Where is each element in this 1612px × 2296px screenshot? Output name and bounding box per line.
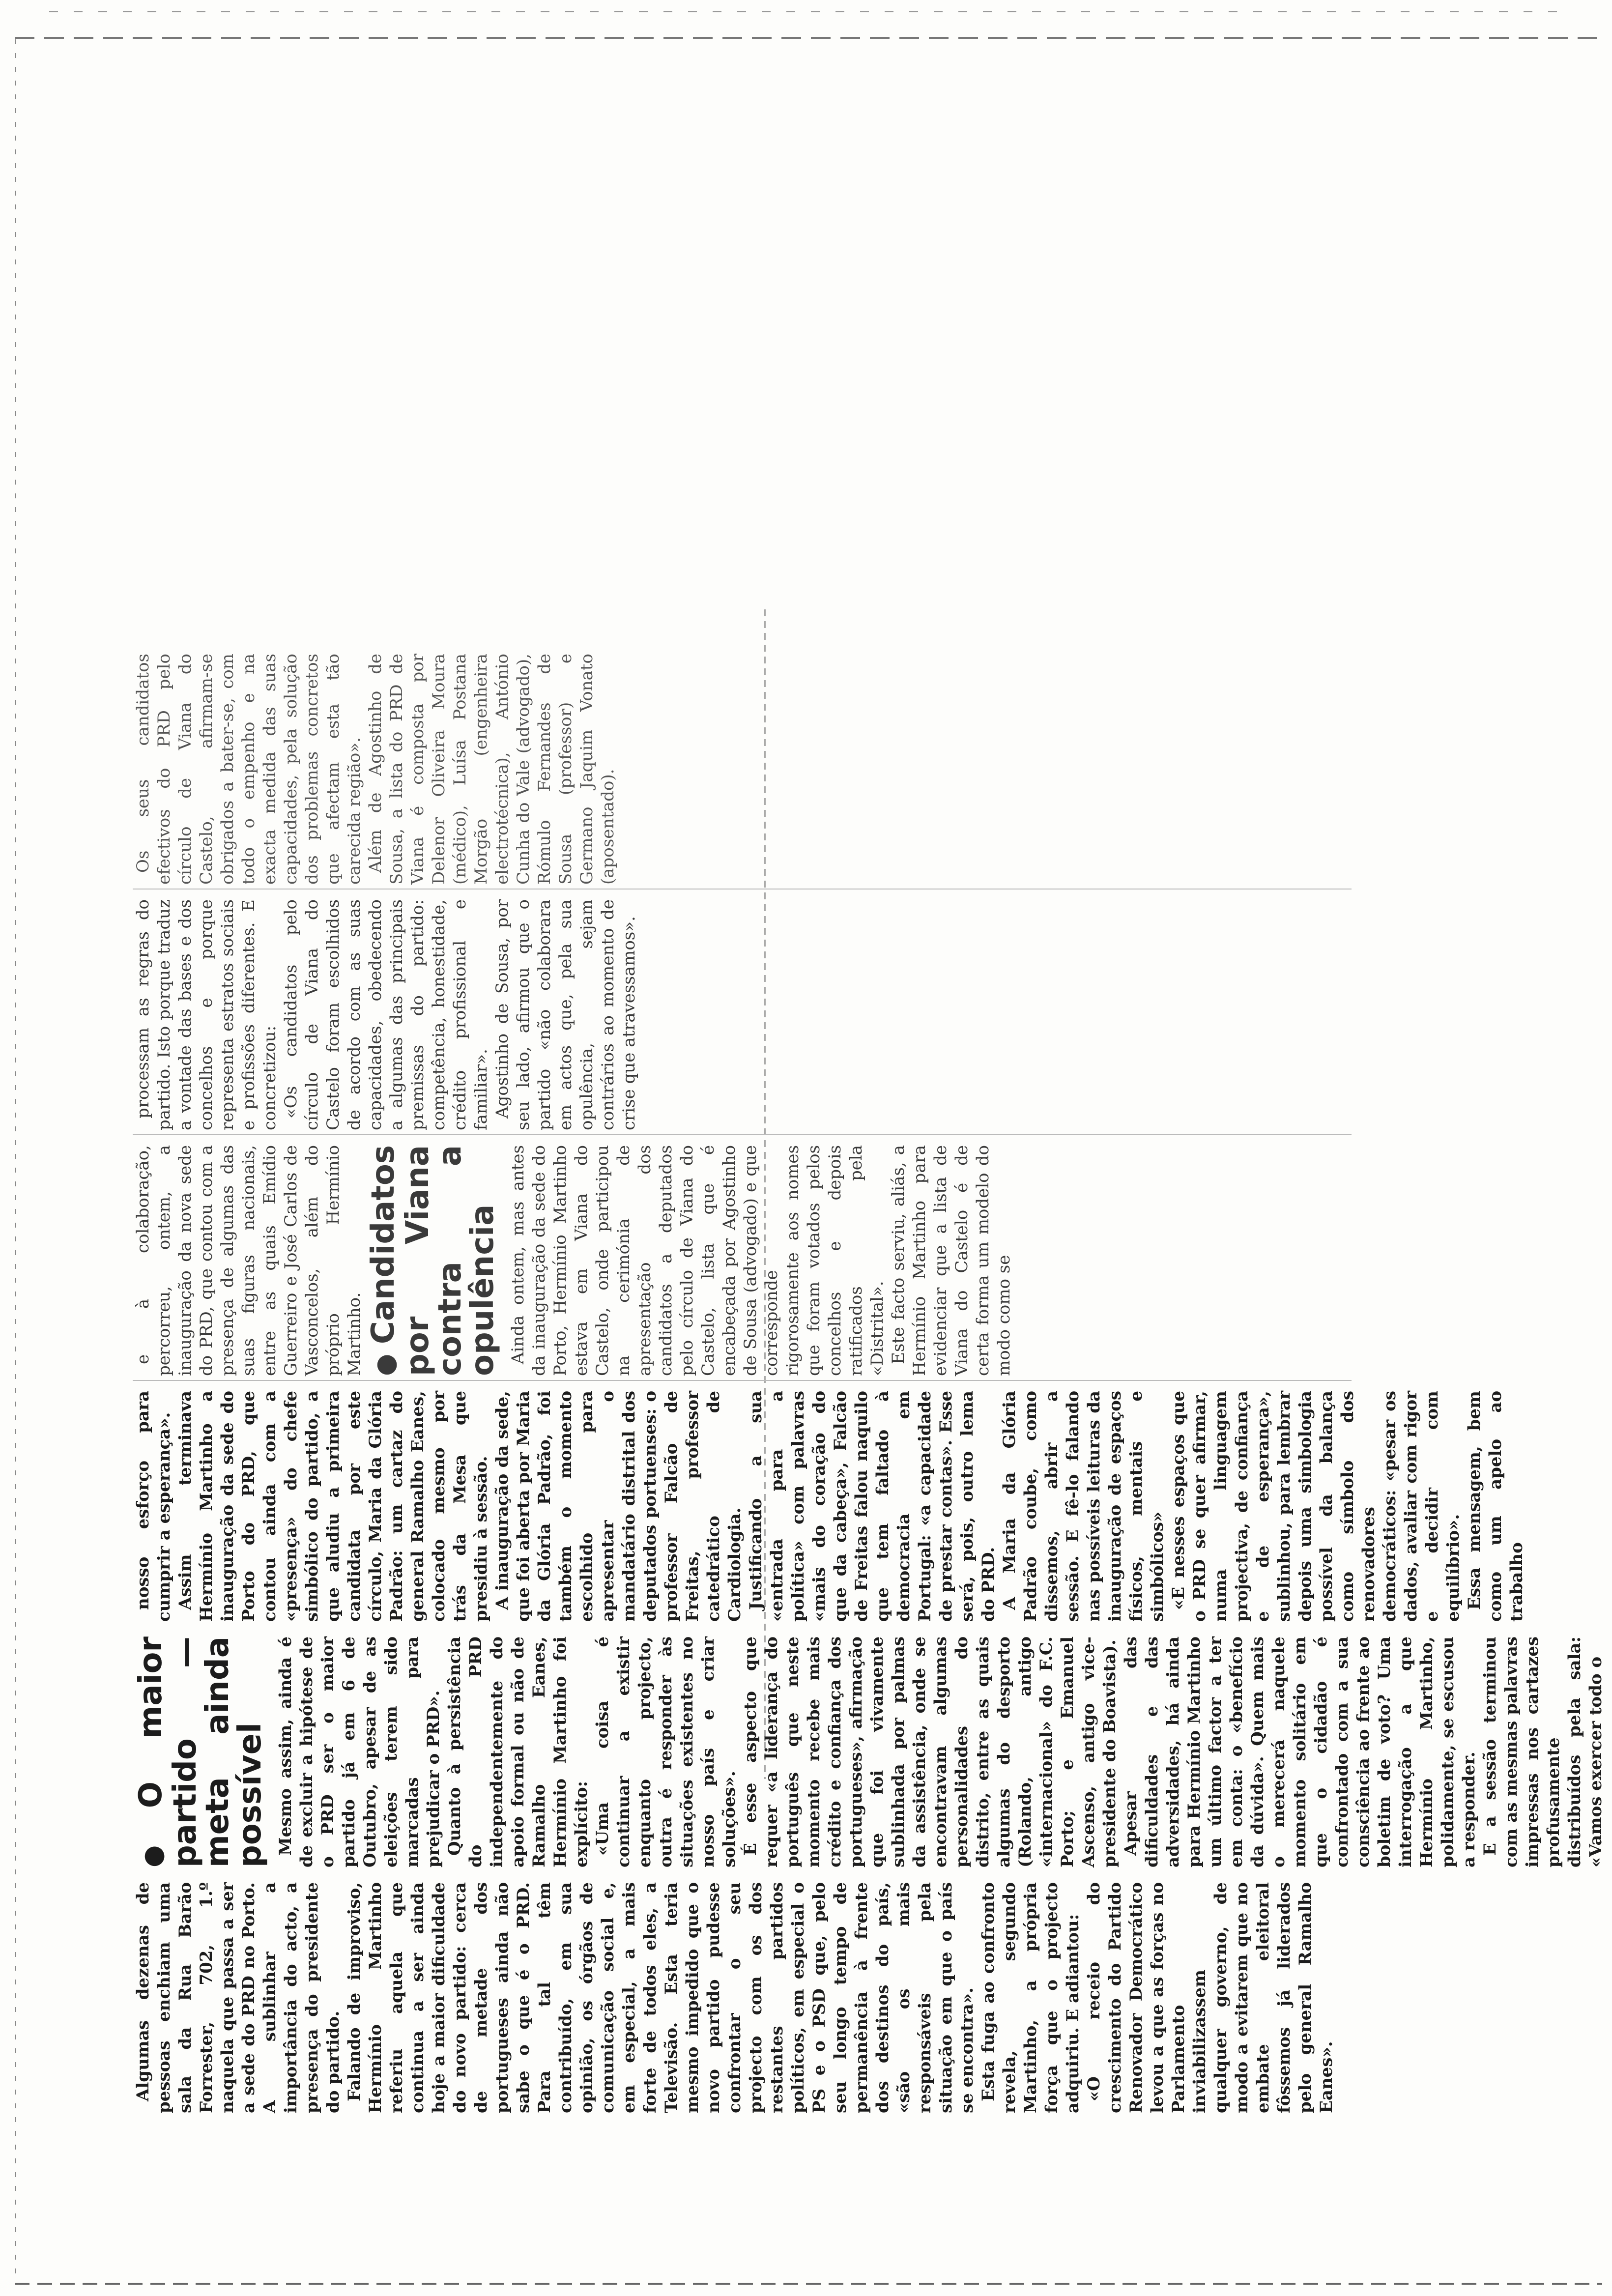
paragraph: Falando de improviso, Hermínio Martinho referiu aquela que continua a ser ainda hoje a maior dificuldade do novo partido: cerca de metade dos portugueses ainda não sabe o que é o PRD. Para tal têm contribuído, em sua opinião, os órgãos de comunicação social e, em especial, a mais forte de todos eles, a Televisão. Esta teria mesmo impedido que o novo partido pudesse confrontar o seu projecto com os dos restantes partidos políticos, em especial o PS e o PSD que, pelo seu longo tempo de permanência à frente dos destinos do país, «são os mais responsáveis pela situação em que o país se encontra». [345, 1882, 977, 2113]
paragraph: Assim terminava Hermínio Martinho a inauguração da sede do Porto do PRD, que contou ainda com a «presença» do chefe simbólico do partido, a que aludiu a primeira candidata por este círculo, Maria da Glória Padrão: um cartaz do general Ramalho Eanes, colocado mesmo por trás da Mesa que presidiu à sessão. [175, 1391, 491, 1622]
paragraph: Além de Agostinho de Sousa, a lista do PRD de Viana é composta por Delenor Oliveira Moura (médico), Luísa Postana Morgão (engenheira electrotécnica), António Cunha do Vale (advogado), Rómulo Fernandes de Sousa (professor) e Germano Jaquim Vonato (aposentado). [366, 654, 618, 885]
paragraph: Essa mensagem, bem como um apelo ao trabalho [1465, 1391, 1526, 1622]
article-column-2 [133, 1636, 1607, 1867]
paragraph: Esta fuga ao confronto revela, segundo Martinho, a própria força que o projecto adquiriu. E adiantou: [979, 1882, 1083, 2113]
article-column-3 [133, 1391, 1527, 1622]
bullet-icon: ● [138, 1813, 168, 1867]
paragraph: «O receio do crescimento do Partido Renovador Democrático levou a que as forças no Parlamento inviabilizassem qualquer governo, de modo a evitarem que no embate eleitoral fôssemos já liderados pelo general Ramalho Eanes». [1084, 1882, 1336, 2113]
paragraph: A Maria da Glória Padrão coube, como dissemos, abrir a sessão. E fê-lo falando nas possíveis leituras da inauguração de espaços físicos, mentais e simbólicos» [1000, 1391, 1167, 1622]
paragraph: «Uma coisa é continuar a existir enquanto projecto, outra é responder às situações existentes no nosso país e criar soluções». [593, 1636, 739, 1867]
column-divider [133, 1380, 1352, 1381]
paragraph: Quanto à persistência do PRD independentemente do apoio formal ou não de Ramalho Eanes, Hermínio Martinho foi explícito: [445, 1636, 591, 1867]
column-divider [133, 889, 1352, 890]
paragraph: Este facto serviu, aliás, a Hermínio Martinho para evidenciar que a lista de Viana do Castelo é de certa forma um modelo do modo como se [889, 1145, 1014, 1376]
paragraph: A inauguração da sede, que foi aberta por Maria da Glória Padrão, foi também o momento escolhido para apresentar o mandatário distrital dos deputados portuenses: o professor Falcão de Freitas, professor catedrático de Cardiologia. [492, 1391, 745, 1622]
paragraph: Os seus candidatos efectivos do PRD pelo círculo de Viana do Castelo, afirmam-se obrigados a bater-se, com todo o empenho e na exacta medida das suas capacidades, pela solução dos problemas concretos que afectam esta tão carecida região». [133, 654, 364, 885]
article-column-4 [133, 1145, 1015, 1376]
paragraph: Mesmo assim, ainda é de excluir a hipótese de o PRD ser o maior partido já em 6 de Outubro, apesar de as eleições terem sido marcadas para prejudicar o PRD». [276, 1636, 443, 1867]
paragraph: Apesar das dificuldades e das adversidades, há ainda para Hermínio Martinho um último factor a ter em conta: o «benefício da dúvida». Quem mais o merecerá naquele momento solitário em que o cidadão é confrontado com a sua consciência ao frente ao boletim de voto? Uma interrogação a que Hermínio Martinho, polidamente, se escusou a responder. [1121, 1636, 1479, 1867]
paragraph: Ainda ontem, mas antes da inauguração da sede do Porto, Hermínio Martinho estava em Viana do Castelo, onde participou na cerimónia de apresentação dos candidatos a deputados pelo círculo de Viana do Castelo, lista que é encabeçada por Agostinho de Sousa (advogado) e que corresponde rigorosamente aos nomes que foram votados pelos concelhos e depois ratificados pela «Distrital». [508, 1145, 887, 1376]
scan-artifact-bottom [15, 2283, 1602, 2285]
paragraph: Algumas dezenas de pessoas enchiam uma sala da Rua Barão Forrester, 702, 1.º naquela que passa a ser a sede do PRD no Porto. A sublinhar a importância do acto, a presença do presidente do partido. [133, 1882, 343, 2113]
paragraph: e à colaboração, percorreu, ontem, a inauguração da nova sede do PRD, que contou com a presença de algumas das suas figuras nacionais, entre as quais Emídio Guerreiro e José Carlos de Vasconcelos, além do próprio Hermínio Martinho. [133, 1145, 364, 1376]
paragraph: E a sessão terminou com as mesmas palavras impressas nos cartazes profusamente distribuídos pela sala: «Vamos exercer todo o [1480, 1636, 1606, 1867]
article-column-1 [133, 1882, 1337, 2113]
paragraph: «E nesses espaços que o PRD se quer afirmar, numa linguagem projectiva, de confiança e de esperança», sublinhou, para lembrar depois uma simbologia possível da balança como símbolo dos renovadores democráticos: «pesar os dados, avaliar com rigor e decidir com equilíbrio». [1169, 1391, 1463, 1622]
column-divider [133, 1134, 1352, 1135]
paragraph: processam as regras do partido. Isto porque traduz a vontade das bases e dos concelhos e porque representa estratos sociais e profissões diferentes. E concretizou: [133, 899, 280, 1130]
subheadline-candidatos-viana: ●Candidatos por Viana contra a opulência [365, 1145, 501, 1376]
paragraph: nosso esforço para cumprir a esperança». [133, 1391, 174, 1622]
paragraph: Justificando a sua «entrada para a política» com palavras «mais do coração do que da cabeça», Falcão de Freitas falou naquilo que tem faltado à democracia em Portugal: «a capacidade de prestar contas». Esse será, pois, outro lema do PRD. [746, 1391, 998, 1622]
article-column-6 [133, 654, 619, 885]
scan-artifact-left-edge [15, 39, 16, 2280]
scan-artifact-top [15, 37, 1602, 39]
paragraph: «Os candidatos pelo círculo de Viana do Castelo foram escolhidos de acordo com as suas capacidades, obedecendo a algumas das principais premissas do partido: competência, honestidade, crédito profissional e familiar». [281, 899, 491, 1130]
scan-artifact-top-thin [49, 11, 1573, 12]
subheadline-maior-partido: ●O maior partido — meta ainda possível [133, 1636, 268, 1867]
article-column-5 [133, 899, 640, 1130]
paragraph: É esse aspecto que requer «a liderança do português que neste momento recebe mais crédito e confiança dos portugueses», afirmação que foi vivamente sublinhada por palmas da assistência, onde se encontravam algumas personalidades do distrito, entre as quais algumas do desporto (Rolando, antigo «internacional» do F.C. Porto; e Emanuel Ascenso, antigo vice-presidente do Boavista). [741, 1636, 1120, 1867]
paragraph: Agostinho de Sousa, por seu lado, afirmou que o partido «não colaborara em actos que, pela sua opulência, sejam contrários ao momento de crise que atravessamos». [492, 899, 639, 1130]
newspaper-article [133, 373, 1606, 2113]
bullet-icon: ● [371, 1349, 400, 1376]
